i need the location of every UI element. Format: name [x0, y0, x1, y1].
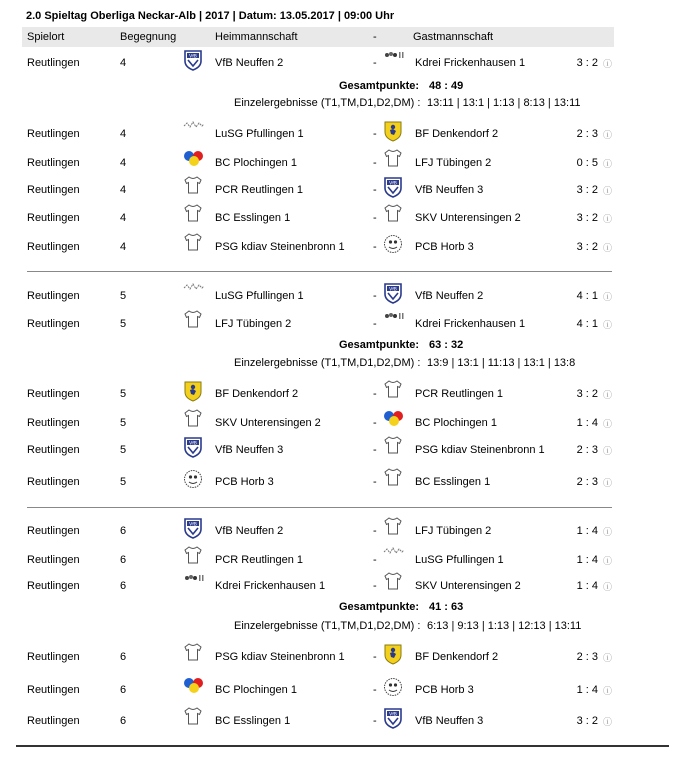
bc-plochingen-balls-icon — [183, 149, 205, 173]
jersey-icon — [383, 149, 405, 173]
info-icon[interactable]: ⓘ — [603, 292, 613, 302]
dash-separator: - — [373, 417, 377, 429]
spielort-cell: Reutlingen — [27, 651, 80, 663]
jersey-icon — [383, 468, 405, 492]
begegnung-cell: 6 — [120, 684, 127, 696]
svg-text:VfB: VfB — [389, 287, 397, 293]
begegnung-cell: 6 — [120, 554, 127, 566]
gesamtpunkte-label: Gesamtpunkte: — [339, 601, 420, 613]
vfb-crest-icon — [383, 707, 405, 731]
jersey-icon — [183, 310, 203, 328]
match-row — [0, 648, 680, 668]
jersey-icon — [183, 204, 203, 222]
begegnung-cell: 4 — [120, 212, 127, 224]
score-cell: 0 : 5 — [576, 157, 598, 169]
jersey-icon — [183, 409, 203, 427]
vfb-crest-icon — [383, 176, 403, 198]
home-team-link[interactable]: BC Esslingen 1 — [215, 212, 291, 224]
kdrei-logo-icon — [383, 49, 405, 73]
block-divider — [27, 507, 612, 508]
vfb-crest-icon — [383, 282, 405, 306]
lusg-logo-icon — [383, 546, 405, 556]
jersey-icon — [183, 643, 203, 661]
match-row — [0, 577, 680, 597]
match-row — [0, 209, 680, 229]
info-icon[interactable]: ⓘ — [603, 390, 613, 400]
home-team-link[interactable]: PSG kdiav Steinenbronn 1 — [215, 241, 345, 253]
dash-separator: - — [373, 651, 377, 663]
guest-team-link[interactable]: BC Esslingen 1 — [415, 476, 491, 488]
vfb-crest-icon — [383, 282, 403, 304]
spielort-cell: Reutlingen — [27, 580, 80, 592]
jersey-icon — [383, 572, 405, 596]
score-cell: 1 : 4 — [576, 684, 598, 696]
einzelergebnisse-label: Einzelergebnisse (T1,TM,D1,D2,DM) : — [234, 357, 421, 369]
spielort-cell: Reutlingen — [27, 128, 80, 140]
guest-team-link[interactable]: VfB Neuffen 2 — [415, 290, 484, 302]
dash-separator: - — [373, 128, 377, 140]
home-team-link[interactable]: LuSG Pfullingen 1 — [215, 128, 304, 140]
match-row — [0, 712, 680, 732]
gesamtpunkte-value: 63 : 32 — [429, 339, 464, 351]
home-team-link[interactable]: LFJ Tübingen 2 — [215, 318, 292, 330]
guest-team-link[interactable]: Kdrei Frickenhausen 1 — [415, 57, 526, 69]
jersey-icon — [383, 517, 405, 541]
vfb-crest-icon — [383, 176, 405, 200]
bf-denkendorf-crest-icon — [183, 380, 203, 402]
begegnung-cell: 6 — [120, 651, 127, 663]
info-icon[interactable]: ⓘ — [603, 186, 613, 196]
info-icon[interactable]: ⓘ — [603, 582, 613, 592]
info-icon[interactable]: ⓘ — [603, 686, 613, 696]
bc-plochingen-balls-icon — [383, 409, 407, 427]
score-cell: 4 : 1 — [576, 290, 598, 302]
einzelergebnisse-label: Einzelergebnisse (T1,TM,D1,D2,DM) : — [234, 97, 421, 109]
einzelergebnisse-value: 13:9 | 13:1 | 11:13 | 13:1 | 13:8 — [427, 357, 576, 369]
begegnung-cell: 5 — [120, 318, 127, 330]
score-cell: 1 : 4 — [576, 554, 598, 566]
guest-team-link[interactable]: VfB Neuffen 3 — [415, 715, 484, 727]
begegnung-cell: 4 — [120, 57, 127, 69]
lusg-logo-icon — [183, 282, 205, 292]
spielort-cell: Reutlingen — [27, 57, 80, 69]
info-icon[interactable]: ⓘ — [603, 59, 613, 69]
dash-separator: - — [373, 290, 377, 302]
header-heimmannschaft: Heimmannschaft — [215, 31, 298, 43]
dash-separator: - — [373, 241, 377, 253]
score-cell: 2 : 3 — [576, 128, 598, 140]
home-team-link[interactable]: SKV Unterensingen 2 — [215, 417, 321, 429]
pcb-horb-logo-icon — [383, 233, 403, 255]
svg-text:VfB: VfB — [189, 522, 197, 528]
header-dash: - — [373, 31, 377, 43]
match-row — [0, 287, 680, 307]
info-icon[interactable]: ⓘ — [603, 130, 613, 140]
guest-team-link[interactable]: SKV Unterensingen 2 — [415, 580, 521, 592]
bf-denkendorf-crest-icon — [183, 380, 205, 404]
einzelergebnisse-label: Einzelergebnisse (T1,TM,D1,D2,DM) : — [234, 620, 421, 632]
spielort-cell: Reutlingen — [27, 417, 80, 429]
home-team-link[interactable]: LuSG Pfullingen 1 — [215, 290, 304, 302]
info-icon[interactable]: ⓘ — [603, 243, 613, 253]
guest-team-link[interactable]: Kdrei Frickenhausen 1 — [415, 318, 526, 330]
spielort-cell: Reutlingen — [27, 444, 80, 456]
score-cell: 4 : 1 — [576, 318, 598, 330]
match-row — [0, 385, 680, 405]
match-row — [0, 154, 680, 174]
score-cell: 3 : 2 — [576, 184, 598, 196]
block-divider — [27, 271, 612, 272]
dash-separator: - — [373, 444, 377, 456]
score-cell: 3 : 2 — [576, 57, 598, 69]
bc-plochingen-balls-icon — [183, 676, 205, 700]
info-icon[interactable]: ⓘ — [603, 214, 613, 224]
jersey-icon — [183, 707, 205, 731]
vfb-crest-icon — [383, 707, 403, 729]
info-icon[interactable]: ⓘ — [603, 320, 613, 330]
jersey-icon — [183, 546, 205, 570]
spielort-cell: Reutlingen — [27, 241, 80, 253]
gesamtpunkte-value: 41 : 63 — [429, 601, 464, 613]
dash-separator: - — [373, 318, 377, 330]
score-cell: 2 : 3 — [576, 444, 598, 456]
match-row — [0, 414, 680, 434]
jersey-icon — [183, 233, 203, 251]
vfb-crest-icon — [183, 517, 205, 541]
guest-team-link[interactable]: PCB Horb 3 — [415, 241, 474, 253]
match-row — [0, 681, 680, 701]
jersey-icon — [383, 468, 403, 486]
spielort-cell: Reutlingen — [27, 715, 80, 727]
dash-separator: - — [373, 388, 377, 400]
jersey-icon — [383, 149, 403, 167]
spielort-cell: Reutlingen — [27, 157, 80, 169]
kdrei-logo-icon — [383, 310, 405, 322]
dash-separator: - — [373, 212, 377, 224]
lusg-logo-icon — [183, 120, 205, 144]
score-cell: 1 : 4 — [576, 580, 598, 592]
jersey-icon — [383, 572, 403, 590]
jersey-icon — [383, 380, 405, 404]
begegnung-cell: 6 — [120, 715, 127, 727]
info-icon[interactable]: ⓘ — [603, 527, 613, 537]
match-row — [0, 54, 680, 74]
begegnung-cell: 5 — [120, 476, 127, 488]
match-row — [0, 473, 680, 493]
kdrei-logo-icon — [383, 49, 405, 61]
spielort-cell: Reutlingen — [27, 554, 80, 566]
dash-separator: - — [373, 580, 377, 592]
guest-team-link[interactable]: PCR Reutlingen 1 — [415, 388, 504, 400]
info-icon[interactable]: ⓘ — [603, 556, 613, 566]
guest-team-link[interactable]: LFJ Tübingen 2 — [415, 525, 492, 537]
home-team-link[interactable]: PCB Horb 3 — [215, 476, 274, 488]
vfb-crest-icon — [183, 436, 203, 458]
match-row — [0, 522, 680, 542]
spielort-cell: Reutlingen — [27, 184, 80, 196]
pcb-horb-logo-icon — [383, 676, 403, 698]
begegnung-cell: 5 — [120, 388, 127, 400]
match-row — [0, 181, 680, 201]
spielort-cell: Reutlingen — [27, 290, 80, 302]
spielort-cell: Reutlingen — [27, 388, 80, 400]
begegnung-cell: 5 — [120, 444, 127, 456]
dash-separator: - — [373, 554, 377, 566]
home-team-link[interactable]: VfB Neuffen 2 — [215, 525, 284, 537]
guest-team-link[interactable]: LuSG Pfullingen 1 — [415, 554, 504, 566]
home-team-link[interactable]: PCR Reutlingen 1 — [215, 184, 304, 196]
spielort-cell: Reutlingen — [27, 476, 80, 488]
guest-team-link[interactable]: BF Denkendorf 2 — [415, 128, 499, 140]
svg-text:VfB: VfB — [189, 54, 197, 60]
bc-plochingen-balls-icon — [183, 676, 207, 694]
spielort-cell: Reutlingen — [27, 684, 80, 696]
begegnung-cell: 6 — [120, 525, 127, 537]
dash-separator: - — [373, 184, 377, 196]
guest-team-link[interactable]: BF Denkendorf 2 — [415, 651, 499, 663]
guest-team-link[interactable]: PCB Horb 3 — [415, 684, 474, 696]
home-team-link[interactable]: BC Plochingen 1 — [215, 157, 297, 169]
bc-plochingen-balls-icon — [183, 149, 207, 167]
bf-denkendorf-crest-icon — [383, 120, 405, 144]
jersey-icon — [183, 409, 205, 433]
gesamtpunkte-label: Gesamtpunkte: — [339, 80, 420, 92]
header-spielort: Spielort — [27, 31, 65, 43]
jersey-icon — [183, 643, 205, 667]
score-cell: 3 : 2 — [576, 715, 598, 727]
block-divider — [16, 745, 669, 747]
home-team-link[interactable]: BF Denkendorf 2 — [215, 388, 299, 400]
begegnung-cell: 4 — [120, 128, 127, 140]
lusg-logo-icon — [183, 120, 205, 130]
info-icon[interactable]: ⓘ — [603, 159, 613, 169]
gesamtpunkte-value: 48 : 49 — [429, 80, 464, 92]
jersey-icon — [183, 176, 205, 200]
header-gastmannschaft: Gastmannschaft — [413, 31, 494, 43]
pcb-horb-logo-icon — [183, 468, 203, 490]
jersey-icon — [183, 204, 205, 228]
begegnung-cell: 6 — [120, 580, 127, 592]
begegnung-cell: 4 — [120, 157, 127, 169]
header-begegnung: Begegnung — [120, 31, 177, 43]
dash-separator: - — [373, 157, 377, 169]
bf-denkendorf-crest-icon — [383, 643, 405, 667]
jersey-icon — [183, 233, 205, 257]
home-team-link[interactable]: PCR Reutlingen 1 — [215, 554, 304, 566]
vfb-crest-icon — [183, 517, 203, 539]
guest-team-link[interactable]: SKV Unterensingen 2 — [415, 212, 521, 224]
info-icon[interactable]: ⓘ — [603, 717, 613, 727]
jersey-icon — [183, 707, 203, 725]
spielort-cell: Reutlingen — [27, 318, 80, 330]
home-team-link[interactable]: PSG kdiav Steinenbronn 1 — [215, 651, 345, 663]
dash-separator: - — [373, 684, 377, 696]
spielort-cell: Reutlingen — [27, 525, 80, 537]
pcb-horb-logo-icon — [383, 676, 405, 700]
match-row — [0, 238, 680, 258]
score-cell: 2 : 3 — [576, 476, 598, 488]
jersey-icon — [383, 204, 405, 228]
info-icon[interactable]: ⓘ — [603, 478, 613, 488]
svg-text:VfB: VfB — [389, 181, 397, 187]
jersey-icon — [183, 310, 205, 334]
match-row — [0, 551, 680, 571]
dash-separator: - — [373, 57, 377, 69]
dash-separator: - — [373, 525, 377, 537]
begegnung-cell: 4 — [120, 184, 127, 196]
dash-separator: - — [373, 715, 377, 727]
score-cell: 3 : 2 — [576, 212, 598, 224]
bc-plochingen-balls-icon — [383, 409, 405, 433]
svg-text:VfB: VfB — [189, 441, 197, 447]
home-team-link[interactable]: VfB Neuffen 3 — [215, 444, 284, 456]
dash-separator: - — [373, 476, 377, 488]
score-cell: 2 : 3 — [576, 651, 598, 663]
vfb-crest-icon — [183, 436, 205, 460]
info-icon[interactable]: ⓘ — [603, 419, 613, 429]
guest-team-link[interactable]: PSG kdiav Steinenbronn 1 — [415, 444, 545, 456]
begegnung-cell: 5 — [120, 290, 127, 302]
score-cell: 3 : 2 — [576, 241, 598, 253]
einzelergebnisse-value: 13:11 | 13:1 | 1:13 | 8:13 | 13:11 — [427, 97, 581, 109]
kdrei-logo-icon — [383, 310, 405, 334]
vfb-crest-icon — [183, 49, 203, 71]
jersey-icon — [383, 517, 403, 535]
jersey-icon — [383, 380, 403, 398]
lusg-logo-icon — [383, 546, 405, 570]
jersey-icon — [383, 436, 403, 454]
info-icon[interactable]: ⓘ — [603, 446, 613, 456]
begegnung-cell: 4 — [120, 241, 127, 253]
kdrei-logo-icon — [183, 572, 205, 584]
spielort-cell: Reutlingen — [27, 212, 80, 224]
begegnung-cell: 5 — [120, 417, 127, 429]
guest-team-link[interactable]: BC Plochingen 1 — [415, 417, 497, 429]
jersey-icon — [183, 176, 203, 194]
kdrei-logo-icon — [183, 572, 205, 596]
jersey-icon — [383, 204, 403, 222]
guest-team-link[interactable]: LFJ Tübingen 2 — [415, 157, 492, 169]
svg-text:VfB: VfB — [389, 712, 397, 718]
lusg-logo-icon — [183, 282, 205, 306]
vfb-crest-icon — [183, 49, 205, 73]
bf-denkendorf-crest-icon — [383, 643, 403, 665]
score-cell: 1 : 4 — [576, 417, 598, 429]
home-team-link[interactable]: BC Esslingen 1 — [215, 715, 291, 727]
pcb-horb-logo-icon — [383, 233, 405, 257]
score-cell: 3 : 2 — [576, 388, 598, 400]
home-team-link[interactable]: BC Plochingen 1 — [215, 684, 297, 696]
jersey-icon — [383, 436, 405, 460]
bf-denkendorf-crest-icon — [383, 120, 403, 142]
guest-team-link[interactable]: VfB Neuffen 3 — [415, 184, 484, 196]
home-team-link[interactable]: VfB Neuffen 2 — [215, 57, 284, 69]
info-icon[interactable]: ⓘ — [603, 653, 613, 663]
match-row — [0, 125, 680, 145]
match-row — [0, 315, 680, 335]
jersey-icon — [183, 546, 203, 564]
einzelergebnisse-value: 6:13 | 9:13 | 1:13 | 12:13 | 13:11 — [427, 620, 582, 632]
score-cell: 1 : 4 — [576, 525, 598, 537]
home-team-link[interactable]: Kdrei Frickenhausen 1 — [215, 580, 326, 592]
match-row — [0, 441, 680, 461]
column-header-bar — [22, 27, 614, 47]
pcb-horb-logo-icon — [183, 468, 205, 492]
gesamtpunkte-label: Gesamtpunkte: — [339, 339, 420, 351]
page-title: 2.0 Spieltag Oberliga Neckar-Alb | 2017 | Datum: 13.05.2017 | 09:00 Uhr — [26, 10, 395, 22]
